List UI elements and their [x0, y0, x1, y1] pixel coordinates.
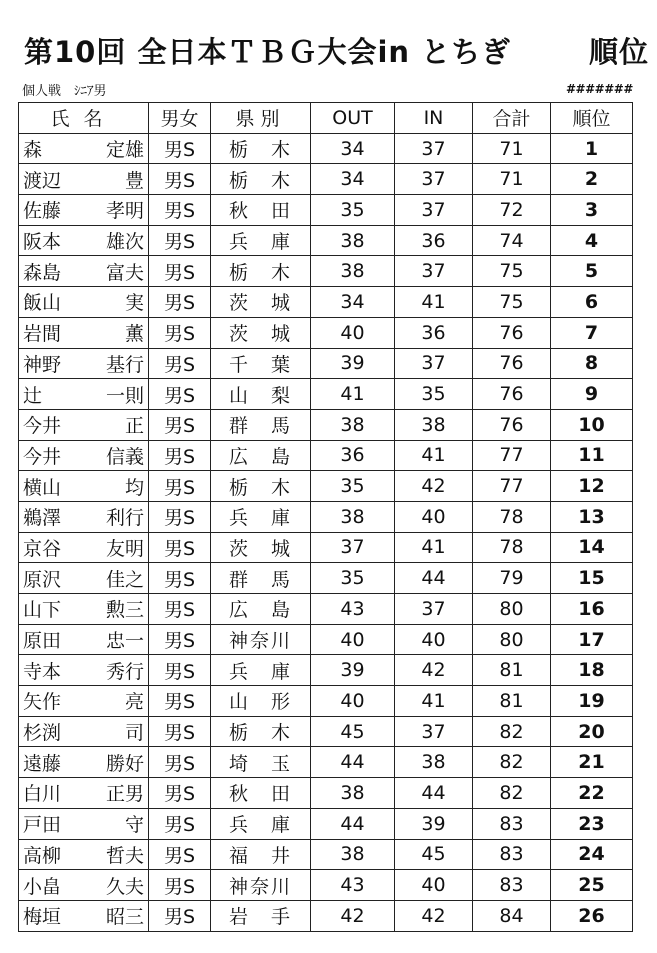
prefecture-cell: 広 島: [211, 594, 311, 625]
given-name: 昭三: [105, 906, 144, 929]
sex-cell: 男S: [149, 532, 211, 563]
sex-cell: 男S: [149, 379, 211, 410]
family-name: 白川: [23, 783, 62, 806]
in-score: 44: [395, 778, 473, 809]
given-name: 薫: [124, 323, 144, 346]
sex-cell: 男S: [149, 348, 211, 379]
out-score: 38: [311, 839, 395, 870]
total-score: 76: [473, 317, 551, 348]
in-score: 45: [395, 839, 473, 870]
in-score: 35: [395, 379, 473, 410]
prefecture-cell: 福 井: [211, 839, 311, 870]
total-score: 83: [473, 808, 551, 839]
table-row: [19, 317, 633, 348]
out-score: 42: [311, 900, 395, 931]
family-name: 鵜澤: [23, 507, 62, 530]
sex-cell: 男S: [149, 870, 211, 901]
sex-cell: 男S: [149, 225, 211, 256]
column-header-total: 合計: [473, 103, 551, 134]
player-name: [19, 839, 149, 870]
table-row: [19, 409, 633, 440]
in-score: 37: [395, 348, 473, 379]
sex-cell: 男S: [149, 563, 211, 594]
player-name: [19, 348, 149, 379]
rank-cell: 16: [551, 594, 633, 625]
player-name: [19, 808, 149, 839]
prefecture-cell: 神奈川: [211, 624, 311, 655]
family-name: 飯山: [23, 292, 62, 315]
given-name: 久夫: [105, 875, 144, 898]
out-score: 34: [311, 133, 395, 164]
out-score: 44: [311, 808, 395, 839]
sex-cell: 男S: [149, 808, 211, 839]
rank-cell: 6: [551, 287, 633, 318]
table-row: [19, 808, 633, 839]
given-name: 正男: [105, 783, 144, 806]
prefecture-cell: 山 形: [211, 686, 311, 717]
column-header-sex: 男女: [149, 103, 211, 134]
prefecture-cell: 栃 木: [211, 133, 311, 164]
prefecture-cell: 秋 田: [211, 778, 311, 809]
rank-cell: 22: [551, 778, 633, 809]
in-score: 37: [395, 195, 473, 226]
out-score: 44: [311, 747, 395, 778]
given-name: 佳之: [105, 568, 144, 591]
out-score: 38: [311, 501, 395, 532]
player-name: [19, 716, 149, 747]
sex-cell: 男S: [149, 501, 211, 532]
rank-cell: 7: [551, 317, 633, 348]
sex-cell: 男S: [149, 471, 211, 502]
player-name: [19, 287, 149, 318]
table-row: [19, 747, 633, 778]
prefecture-cell: 秋 田: [211, 195, 311, 226]
in-score: 37: [395, 133, 473, 164]
in-score: 44: [395, 563, 473, 594]
given-name: 勲三: [105, 599, 144, 622]
prefecture-cell: 神奈川: [211, 870, 311, 901]
out-score: 38: [311, 778, 395, 809]
given-name: 秀行: [105, 660, 144, 683]
player-name: [19, 594, 149, 625]
given-name: 均: [124, 476, 144, 499]
in-score: 38: [395, 409, 473, 440]
out-score: 38: [311, 256, 395, 287]
column-header-rank: 順位: [551, 103, 633, 134]
table-row: [19, 133, 633, 164]
out-score: 35: [311, 563, 395, 594]
in-score: 38: [395, 747, 473, 778]
player-name: [19, 379, 149, 410]
total-score: 80: [473, 594, 551, 625]
table-row: [19, 225, 633, 256]
total-score: 77: [473, 471, 551, 502]
prefecture-cell: 山 梨: [211, 379, 311, 410]
table-row: [19, 440, 633, 471]
in-score: 41: [395, 532, 473, 563]
sex-cell: 男S: [149, 195, 211, 226]
prefecture-cell: 茨 城: [211, 287, 311, 318]
rank-cell: 24: [551, 839, 633, 870]
table-row: [19, 287, 633, 318]
total-score: 81: [473, 686, 551, 717]
table-row: [19, 624, 633, 655]
table-row: [19, 348, 633, 379]
total-score: 84: [473, 900, 551, 931]
out-score: 43: [311, 870, 395, 901]
total-score: 71: [473, 133, 551, 164]
given-name: 一則: [105, 384, 144, 407]
player-name: [19, 870, 149, 901]
title-text: 第10回 全日本ＴＢＧ大会in とちぎ: [24, 35, 512, 69]
out-score: 34: [311, 164, 395, 195]
sex-cell: 男S: [149, 440, 211, 471]
total-score: 76: [473, 348, 551, 379]
prefecture-cell: 兵 庫: [211, 655, 311, 686]
family-name: 山下: [23, 599, 62, 622]
rank-cell: 5: [551, 256, 633, 287]
in-score: 37: [395, 594, 473, 625]
player-name: [19, 164, 149, 195]
sex-cell: 男S: [149, 900, 211, 931]
sex-cell: 男S: [149, 747, 211, 778]
prefecture-cell: 群 馬: [211, 409, 311, 440]
sex-cell: 男S: [149, 655, 211, 686]
total-score: 83: [473, 870, 551, 901]
given-name: 孝明: [105, 200, 144, 223]
in-score: 41: [395, 440, 473, 471]
given-name: 勝好: [105, 752, 144, 775]
rank-cell: 21: [551, 747, 633, 778]
in-score: 37: [395, 256, 473, 287]
family-name: 今井: [23, 415, 62, 438]
player-name: [19, 195, 149, 226]
family-name: 渡辺: [23, 169, 62, 192]
table-row: [19, 164, 633, 195]
table-row: [19, 195, 633, 226]
in-score: 36: [395, 225, 473, 256]
family-name: 佐藤: [23, 200, 62, 223]
sex-cell: 男S: [149, 716, 211, 747]
in-score: 41: [395, 287, 473, 318]
total-score: 78: [473, 501, 551, 532]
family-name: 阪本: [23, 231, 62, 254]
in-score: 40: [395, 501, 473, 532]
table-row: [19, 256, 633, 287]
player-name: [19, 747, 149, 778]
player-name: [19, 317, 149, 348]
player-name: [19, 532, 149, 563]
rank-cell: 1: [551, 133, 633, 164]
total-score: 83: [473, 839, 551, 870]
total-score: 76: [473, 409, 551, 440]
out-score: 43: [311, 594, 395, 625]
out-score: 45: [311, 716, 395, 747]
out-score: 39: [311, 655, 395, 686]
player-name: [19, 409, 149, 440]
given-name: 富夫: [105, 261, 144, 284]
player-name: [19, 686, 149, 717]
prefecture-cell: 栃 木: [211, 471, 311, 502]
in-score: 40: [395, 624, 473, 655]
table-row: [19, 655, 633, 686]
out-score: 40: [311, 624, 395, 655]
prefecture-cell: 岩 手: [211, 900, 311, 931]
family-name: 杉渕: [23, 722, 62, 745]
prefecture-cell: 群 馬: [211, 563, 311, 594]
given-name: 守: [124, 814, 144, 837]
in-score: 42: [395, 900, 473, 931]
player-name: [19, 133, 149, 164]
rank-cell: 20: [551, 716, 633, 747]
player-name: [19, 440, 149, 471]
table-row: [19, 563, 633, 594]
sex-cell: 男S: [149, 133, 211, 164]
prefecture-cell: 栃 木: [211, 164, 311, 195]
table-row: [19, 501, 633, 532]
rank-cell: 23: [551, 808, 633, 839]
table-row: [19, 379, 633, 410]
rank-cell: 13: [551, 501, 633, 532]
prefecture-cell: 兵 庫: [211, 808, 311, 839]
in-score: 40: [395, 870, 473, 901]
sex-cell: 男S: [149, 287, 211, 318]
total-score: 82: [473, 716, 551, 747]
family-name: 森: [23, 139, 43, 162]
out-score: 37: [311, 532, 395, 563]
table-row: [19, 686, 633, 717]
total-score: 72: [473, 195, 551, 226]
given-name: 基行: [105, 353, 144, 376]
column-header-pref: 県別: [211, 103, 311, 134]
sex-cell: 男S: [149, 839, 211, 870]
player-name: [19, 655, 149, 686]
rank-cell: 8: [551, 348, 633, 379]
table-row: [19, 778, 633, 809]
sex-cell: 男S: [149, 624, 211, 655]
given-name: 哲夫: [105, 844, 144, 867]
out-score: 35: [311, 195, 395, 226]
given-name: 亮: [124, 691, 144, 714]
table-row: [19, 716, 633, 747]
out-score: 34: [311, 287, 395, 318]
total-score: 75: [473, 256, 551, 287]
in-score: 41: [395, 686, 473, 717]
out-score: 40: [311, 686, 395, 717]
given-name: 正: [124, 415, 144, 438]
rank-cell: 11: [551, 440, 633, 471]
total-score: 80: [473, 624, 551, 655]
player-name: [19, 900, 149, 931]
family-name: 原沢: [23, 568, 62, 591]
sex-cell: 男S: [149, 409, 211, 440]
rank-cell: 26: [551, 900, 633, 931]
rank-cell: 15: [551, 563, 633, 594]
sex-cell: 男S: [149, 778, 211, 809]
family-name: 今井: [23, 445, 62, 468]
sex-cell: 男S: [149, 256, 211, 287]
out-score: 36: [311, 440, 395, 471]
player-name: [19, 471, 149, 502]
rank-cell: 19: [551, 686, 633, 717]
total-score: 77: [473, 440, 551, 471]
table-row: [19, 900, 633, 931]
category-label: 個人戦 ｼﾆｱ男: [22, 84, 107, 99]
given-name: 友明: [105, 537, 144, 560]
prefecture-cell: 埼 玉: [211, 747, 311, 778]
prefecture-cell: 栃 木: [211, 256, 311, 287]
given-name: 定雄: [105, 139, 144, 162]
in-score: 37: [395, 164, 473, 195]
results-table: [18, 102, 633, 932]
total-score: 81: [473, 655, 551, 686]
in-score: 42: [395, 655, 473, 686]
prefecture-cell: 広 島: [211, 440, 311, 471]
family-name: 高柳: [23, 844, 62, 867]
rank-cell: 17: [551, 624, 633, 655]
player-name: [19, 256, 149, 287]
rank-cell: 14: [551, 532, 633, 563]
family-name: 辻: [23, 384, 43, 407]
given-name: 信義: [105, 445, 144, 468]
out-score: 41: [311, 379, 395, 410]
family-name: 神野: [23, 353, 62, 376]
total-score: 71: [473, 164, 551, 195]
player-name: [19, 624, 149, 655]
prefecture-cell: 茨 城: [211, 532, 311, 563]
family-name: 小畠: [23, 875, 62, 898]
family-name: 原田: [23, 630, 62, 653]
sex-cell: 男S: [149, 317, 211, 348]
given-name: 利行: [105, 507, 144, 530]
family-name: 横山: [23, 476, 62, 499]
prefecture-cell: 栃 木: [211, 716, 311, 747]
column-header-out: OUT: [311, 103, 395, 134]
table-row: [19, 839, 633, 870]
family-name: 矢作: [23, 691, 62, 714]
table-row: [19, 870, 633, 901]
prefecture-cell: 茨 城: [211, 317, 311, 348]
given-name: 実: [124, 292, 144, 315]
player-name: [19, 501, 149, 532]
player-name: [19, 225, 149, 256]
title-rank-word: 順位: [589, 35, 650, 69]
prefecture-cell: 兵 庫: [211, 501, 311, 532]
family-name: 戸田: [23, 814, 62, 837]
out-score: 35: [311, 471, 395, 502]
total-score: 82: [473, 778, 551, 809]
date-cell: #######: [566, 82, 633, 96]
total-score: 74: [473, 225, 551, 256]
rank-cell: 10: [551, 409, 633, 440]
family-name: 京谷: [23, 537, 62, 560]
table-header-row: [19, 103, 633, 134]
family-name: 岩間: [23, 323, 62, 346]
out-score: 38: [311, 225, 395, 256]
table-row: [19, 594, 633, 625]
given-name: 忠一: [105, 630, 144, 653]
rank-cell: 18: [551, 655, 633, 686]
column-header-in: IN: [395, 103, 473, 134]
rank-cell: 12: [551, 471, 633, 502]
rank-cell: 25: [551, 870, 633, 901]
out-score: 40: [311, 317, 395, 348]
table-row: [19, 471, 633, 502]
out-score: 39: [311, 348, 395, 379]
total-score: 75: [473, 287, 551, 318]
family-name: 遠藤: [23, 752, 62, 775]
rank-cell: 4: [551, 225, 633, 256]
family-name: 梅垣: [23, 906, 62, 929]
prefecture-cell: 千 葉: [211, 348, 311, 379]
total-score: 79: [473, 563, 551, 594]
page-title: [24, 30, 657, 71]
player-name: [19, 778, 149, 809]
given-name: 雄次: [105, 231, 144, 254]
player-name: [19, 563, 149, 594]
total-score: 78: [473, 532, 551, 563]
total-score: 76: [473, 379, 551, 410]
rank-cell: 2: [551, 164, 633, 195]
sex-cell: 男S: [149, 686, 211, 717]
in-score: 42: [395, 471, 473, 502]
total-score: 82: [473, 747, 551, 778]
given-name: 豊: [124, 169, 144, 192]
table-row: [19, 532, 633, 563]
column-header-name: 氏名: [19, 103, 149, 134]
family-name: 寺本: [23, 660, 62, 683]
rank-cell: 9: [551, 379, 633, 410]
given-name: 司: [124, 722, 144, 745]
in-score: 37: [395, 716, 473, 747]
sex-cell: 男S: [149, 164, 211, 195]
sex-cell: 男S: [149, 594, 211, 625]
rank-cell: 3: [551, 195, 633, 226]
prefecture-cell: 兵 庫: [211, 225, 311, 256]
family-name: 森島: [23, 261, 62, 284]
in-score: 39: [395, 808, 473, 839]
in-score: 36: [395, 317, 473, 348]
out-score: 38: [311, 409, 395, 440]
